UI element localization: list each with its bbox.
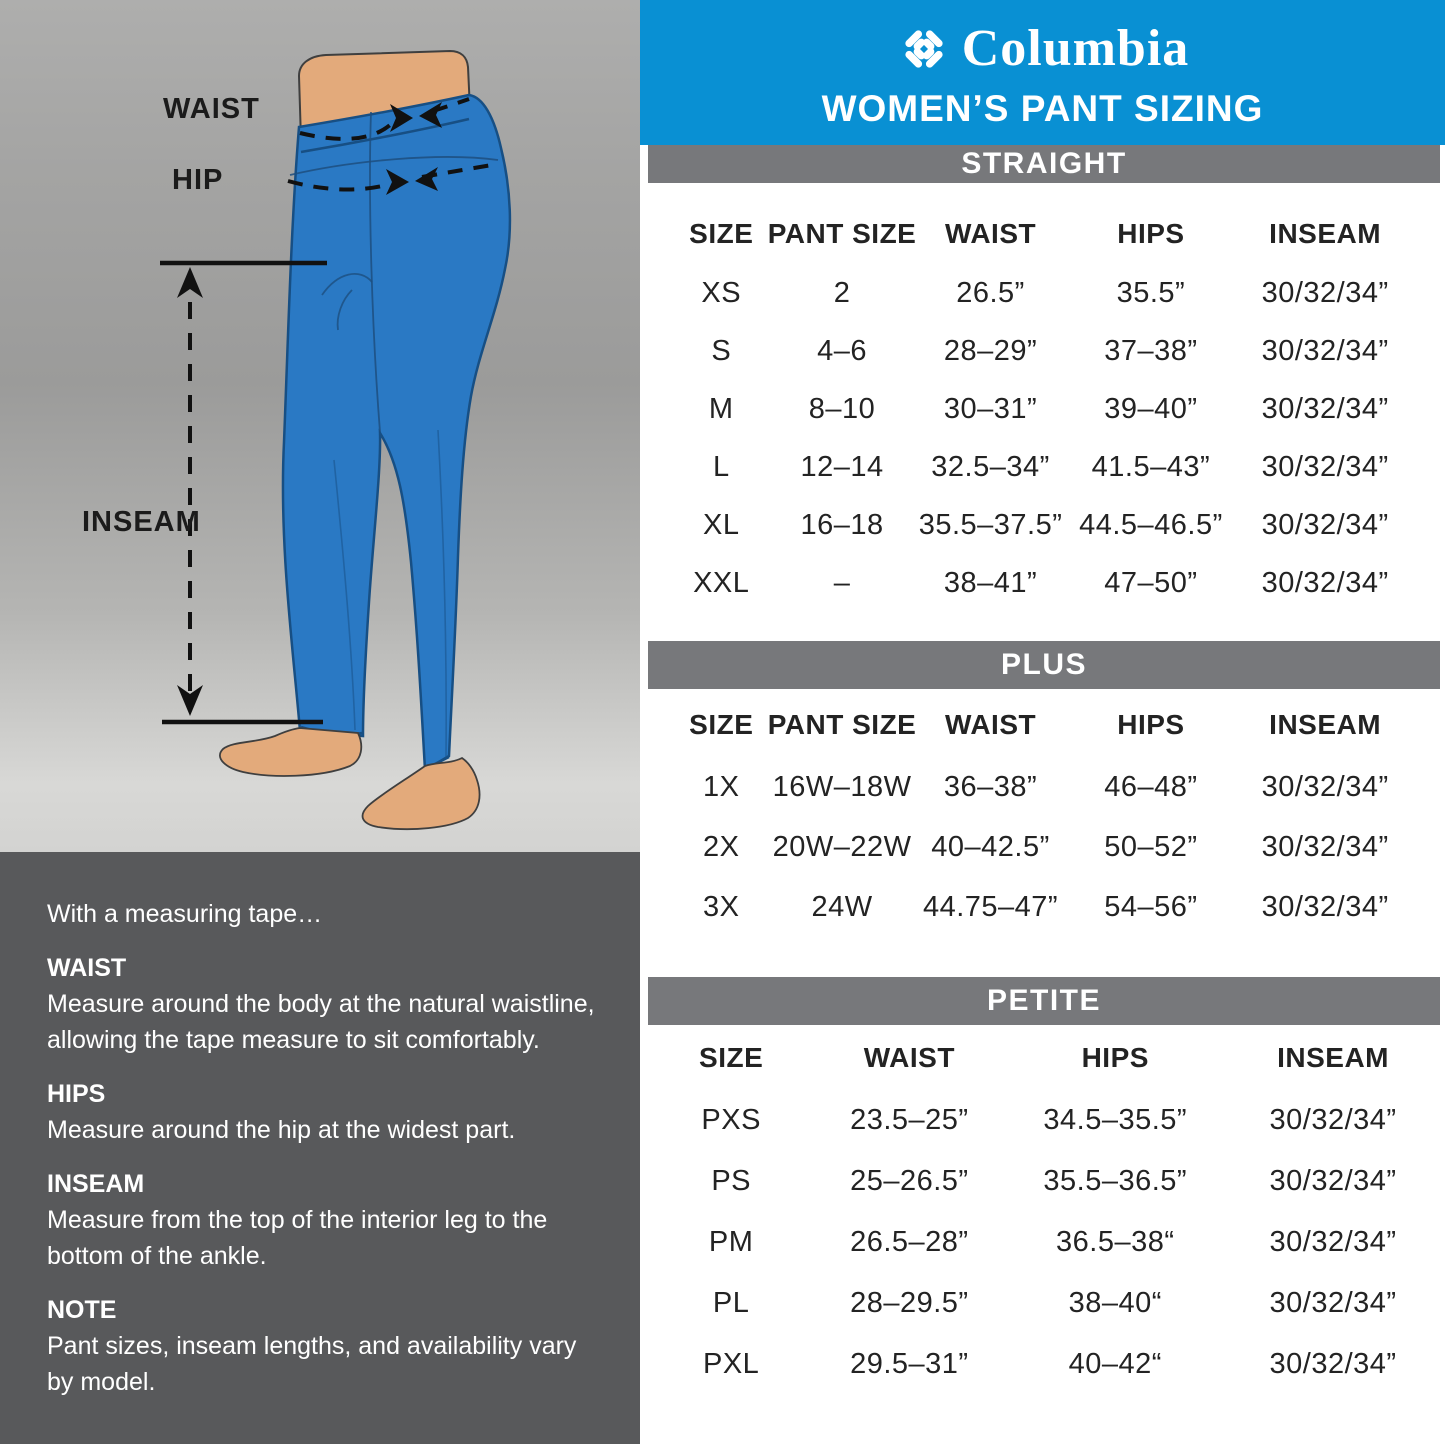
table-cell: 23.5–25” bbox=[850, 1104, 969, 1136]
table-cell: 36.5–38“ bbox=[1056, 1226, 1175, 1258]
table-cell: 35.5–36.5” bbox=[1043, 1165, 1188, 1197]
table-cell: PXL bbox=[702, 1348, 760, 1380]
table-cell: 30/32/34” bbox=[1269, 1104, 1397, 1136]
column-header: HIPS bbox=[1117, 218, 1185, 249]
table-cell: PS bbox=[711, 1165, 751, 1197]
column-header: WAIST bbox=[944, 709, 1037, 740]
table-cell: 12–14 bbox=[800, 450, 884, 483]
section-title: PETITE bbox=[986, 984, 1101, 1017]
instruction-section-hips bbox=[47, 1076, 604, 1148]
table-cell: 20W–22W bbox=[772, 830, 912, 863]
table-cell: S bbox=[711, 334, 732, 367]
section-title: STRAIGHT bbox=[961, 147, 1127, 180]
column-header: INSEAM bbox=[1269, 709, 1382, 740]
table-cell: 47–50” bbox=[1104, 566, 1198, 599]
table-cell: 30/32/34” bbox=[1261, 566, 1389, 599]
size-table-plus bbox=[648, 689, 1440, 937]
size-table-petite bbox=[648, 1025, 1440, 1395]
table-cell: 50–52” bbox=[1104, 830, 1198, 863]
column-header: SIZE bbox=[689, 709, 754, 740]
table-cell: M bbox=[708, 392, 734, 425]
instruction-section-waist bbox=[47, 950, 604, 1058]
size-section-plus bbox=[648, 641, 1440, 937]
table-cell: 30/32/34” bbox=[1269, 1287, 1397, 1319]
measurement-illustration bbox=[0, 0, 640, 852]
table-cell: 2X bbox=[703, 830, 740, 863]
table-cell: 36–38” bbox=[943, 770, 1038, 803]
column-header: HIPS bbox=[1081, 1042, 1149, 1073]
column-header: SIZE bbox=[699, 1042, 764, 1073]
pant-figure-svg bbox=[0, 0, 640, 852]
table-cell: – bbox=[833, 566, 851, 599]
table-cell: 1X bbox=[703, 770, 740, 803]
table-cell: 34.5–35.5” bbox=[1043, 1104, 1188, 1136]
page-title: WOMEN’S PANT SIZING bbox=[821, 88, 1264, 129]
section-title: PLUS bbox=[1000, 648, 1087, 681]
hip-label: HIP bbox=[172, 164, 224, 196]
table-cell: 30/32/34” bbox=[1261, 334, 1389, 367]
table-cell: 30/32/34” bbox=[1261, 830, 1389, 863]
columbia-diamond-icon bbox=[896, 21, 952, 77]
table-cell: 46–48” bbox=[1104, 770, 1198, 803]
table-cell: 39–40” bbox=[1104, 392, 1198, 425]
table-cell: L bbox=[712, 450, 730, 483]
section-bar bbox=[648, 145, 1440, 183]
column-header: INSEAM bbox=[1277, 1042, 1389, 1073]
table-cell: 28–29.5” bbox=[850, 1287, 969, 1319]
left-column bbox=[0, 0, 640, 1444]
brand-header bbox=[640, 0, 1445, 145]
table-cell: 29.5–31” bbox=[850, 1348, 969, 1380]
table-cell: 16–18 bbox=[800, 508, 884, 541]
instructions-intro: With a measuring tape… bbox=[47, 900, 323, 928]
table-cell: 28–29” bbox=[943, 334, 1038, 367]
table-cell: XL bbox=[703, 508, 740, 541]
table-cell: 24W bbox=[811, 890, 873, 923]
table-cell: 8–10 bbox=[808, 392, 876, 425]
table-cell: 30/32/34” bbox=[1269, 1226, 1397, 1258]
table-cell: 40–42.5” bbox=[931, 830, 1050, 863]
table-cell: 26.5” bbox=[956, 276, 1025, 309]
instruction-section-note bbox=[47, 1292, 604, 1400]
instruction-title: NOTE bbox=[47, 1296, 117, 1324]
table-cell: 30–31” bbox=[943, 392, 1038, 425]
size-sections bbox=[640, 145, 1445, 1395]
inseam-label: INSEAM bbox=[82, 506, 201, 538]
instruction-body: Measure around the body at the natural waistline, allowing the tape measure to sit comfortably. bbox=[47, 990, 595, 1054]
instruction-body: Pant sizes, inseam lengths, and availability vary by model. bbox=[47, 1332, 577, 1396]
column-header: HIPS bbox=[1117, 709, 1185, 740]
table-cell: PL bbox=[712, 1287, 750, 1319]
table-cell: 30/32/34” bbox=[1261, 890, 1389, 923]
column-header: WAIST bbox=[863, 1042, 955, 1073]
table-cell: 2 bbox=[833, 276, 851, 309]
section-bar bbox=[648, 641, 1440, 689]
table-cell: 41.5–43” bbox=[1091, 450, 1211, 483]
table-cell: 30/32/34” bbox=[1269, 1348, 1397, 1380]
table-cell: PM bbox=[708, 1226, 754, 1258]
table-cell: 16W–18W bbox=[772, 770, 912, 803]
table-cell: 30/32/34” bbox=[1261, 392, 1389, 425]
section-bar bbox=[648, 977, 1440, 1025]
logo-row bbox=[896, 19, 1190, 78]
waist-label: WAIST bbox=[163, 93, 260, 125]
table-cell: 30/32/34” bbox=[1269, 1165, 1397, 1197]
table-cell: 44.75–47” bbox=[922, 890, 1059, 923]
column-header: PANT SIZE bbox=[767, 709, 917, 740]
table-cell: 38–41” bbox=[943, 566, 1038, 599]
instruction-body: Measure from the top of the interior leg to the bottom of the ankle. bbox=[47, 1206, 548, 1270]
instruction-section-inseam bbox=[47, 1166, 604, 1274]
table-cell: 30/32/34” bbox=[1261, 276, 1389, 309]
column-header: SIZE bbox=[689, 218, 754, 249]
instruction-title: HIPS bbox=[47, 1080, 106, 1108]
measuring-instructions-panel bbox=[0, 852, 640, 1444]
table-cell: 30/32/34” bbox=[1261, 770, 1389, 803]
table-cell: PXS bbox=[701, 1104, 761, 1136]
table-cell: 32.5–34” bbox=[931, 450, 1050, 483]
column-header: WAIST bbox=[944, 218, 1037, 249]
table-cell: 4–6 bbox=[817, 334, 867, 367]
table-cell: XXL bbox=[693, 566, 750, 599]
table-cell: XS bbox=[701, 276, 742, 309]
instruction-title: INSEAM bbox=[47, 1170, 145, 1198]
column-header: PANT SIZE bbox=[767, 218, 917, 249]
table-cell: 40–42“ bbox=[1068, 1348, 1162, 1380]
pants bbox=[283, 95, 510, 770]
instruction-title: WAIST bbox=[47, 954, 127, 982]
table-cell: 35.5” bbox=[1116, 276, 1186, 309]
table-cell: 30/32/34” bbox=[1261, 508, 1389, 541]
size-section-petite bbox=[648, 977, 1440, 1395]
table-cell: 3X bbox=[703, 890, 740, 923]
column-header: INSEAM bbox=[1269, 218, 1382, 249]
table-cell: 26.5–28” bbox=[850, 1226, 969, 1258]
table-cell: 44.5–46.5” bbox=[1079, 508, 1223, 541]
table-cell: 54–56” bbox=[1104, 890, 1198, 923]
columbia-logotype: Columbia bbox=[961, 20, 1190, 77]
table-cell: 30/32/34” bbox=[1261, 450, 1389, 483]
table-cell: 25–26.5” bbox=[850, 1165, 969, 1197]
size-section-straight bbox=[648, 145, 1440, 612]
right-column bbox=[640, 0, 1445, 1444]
table-cell: 37–38” bbox=[1104, 334, 1198, 367]
instruction-body: Measure around the hip at the widest part. bbox=[47, 1116, 516, 1144]
table-cell: 38–40“ bbox=[1068, 1287, 1162, 1319]
table-cell: 35.5–37.5” bbox=[918, 508, 1063, 541]
size-table-straight bbox=[648, 183, 1440, 612]
